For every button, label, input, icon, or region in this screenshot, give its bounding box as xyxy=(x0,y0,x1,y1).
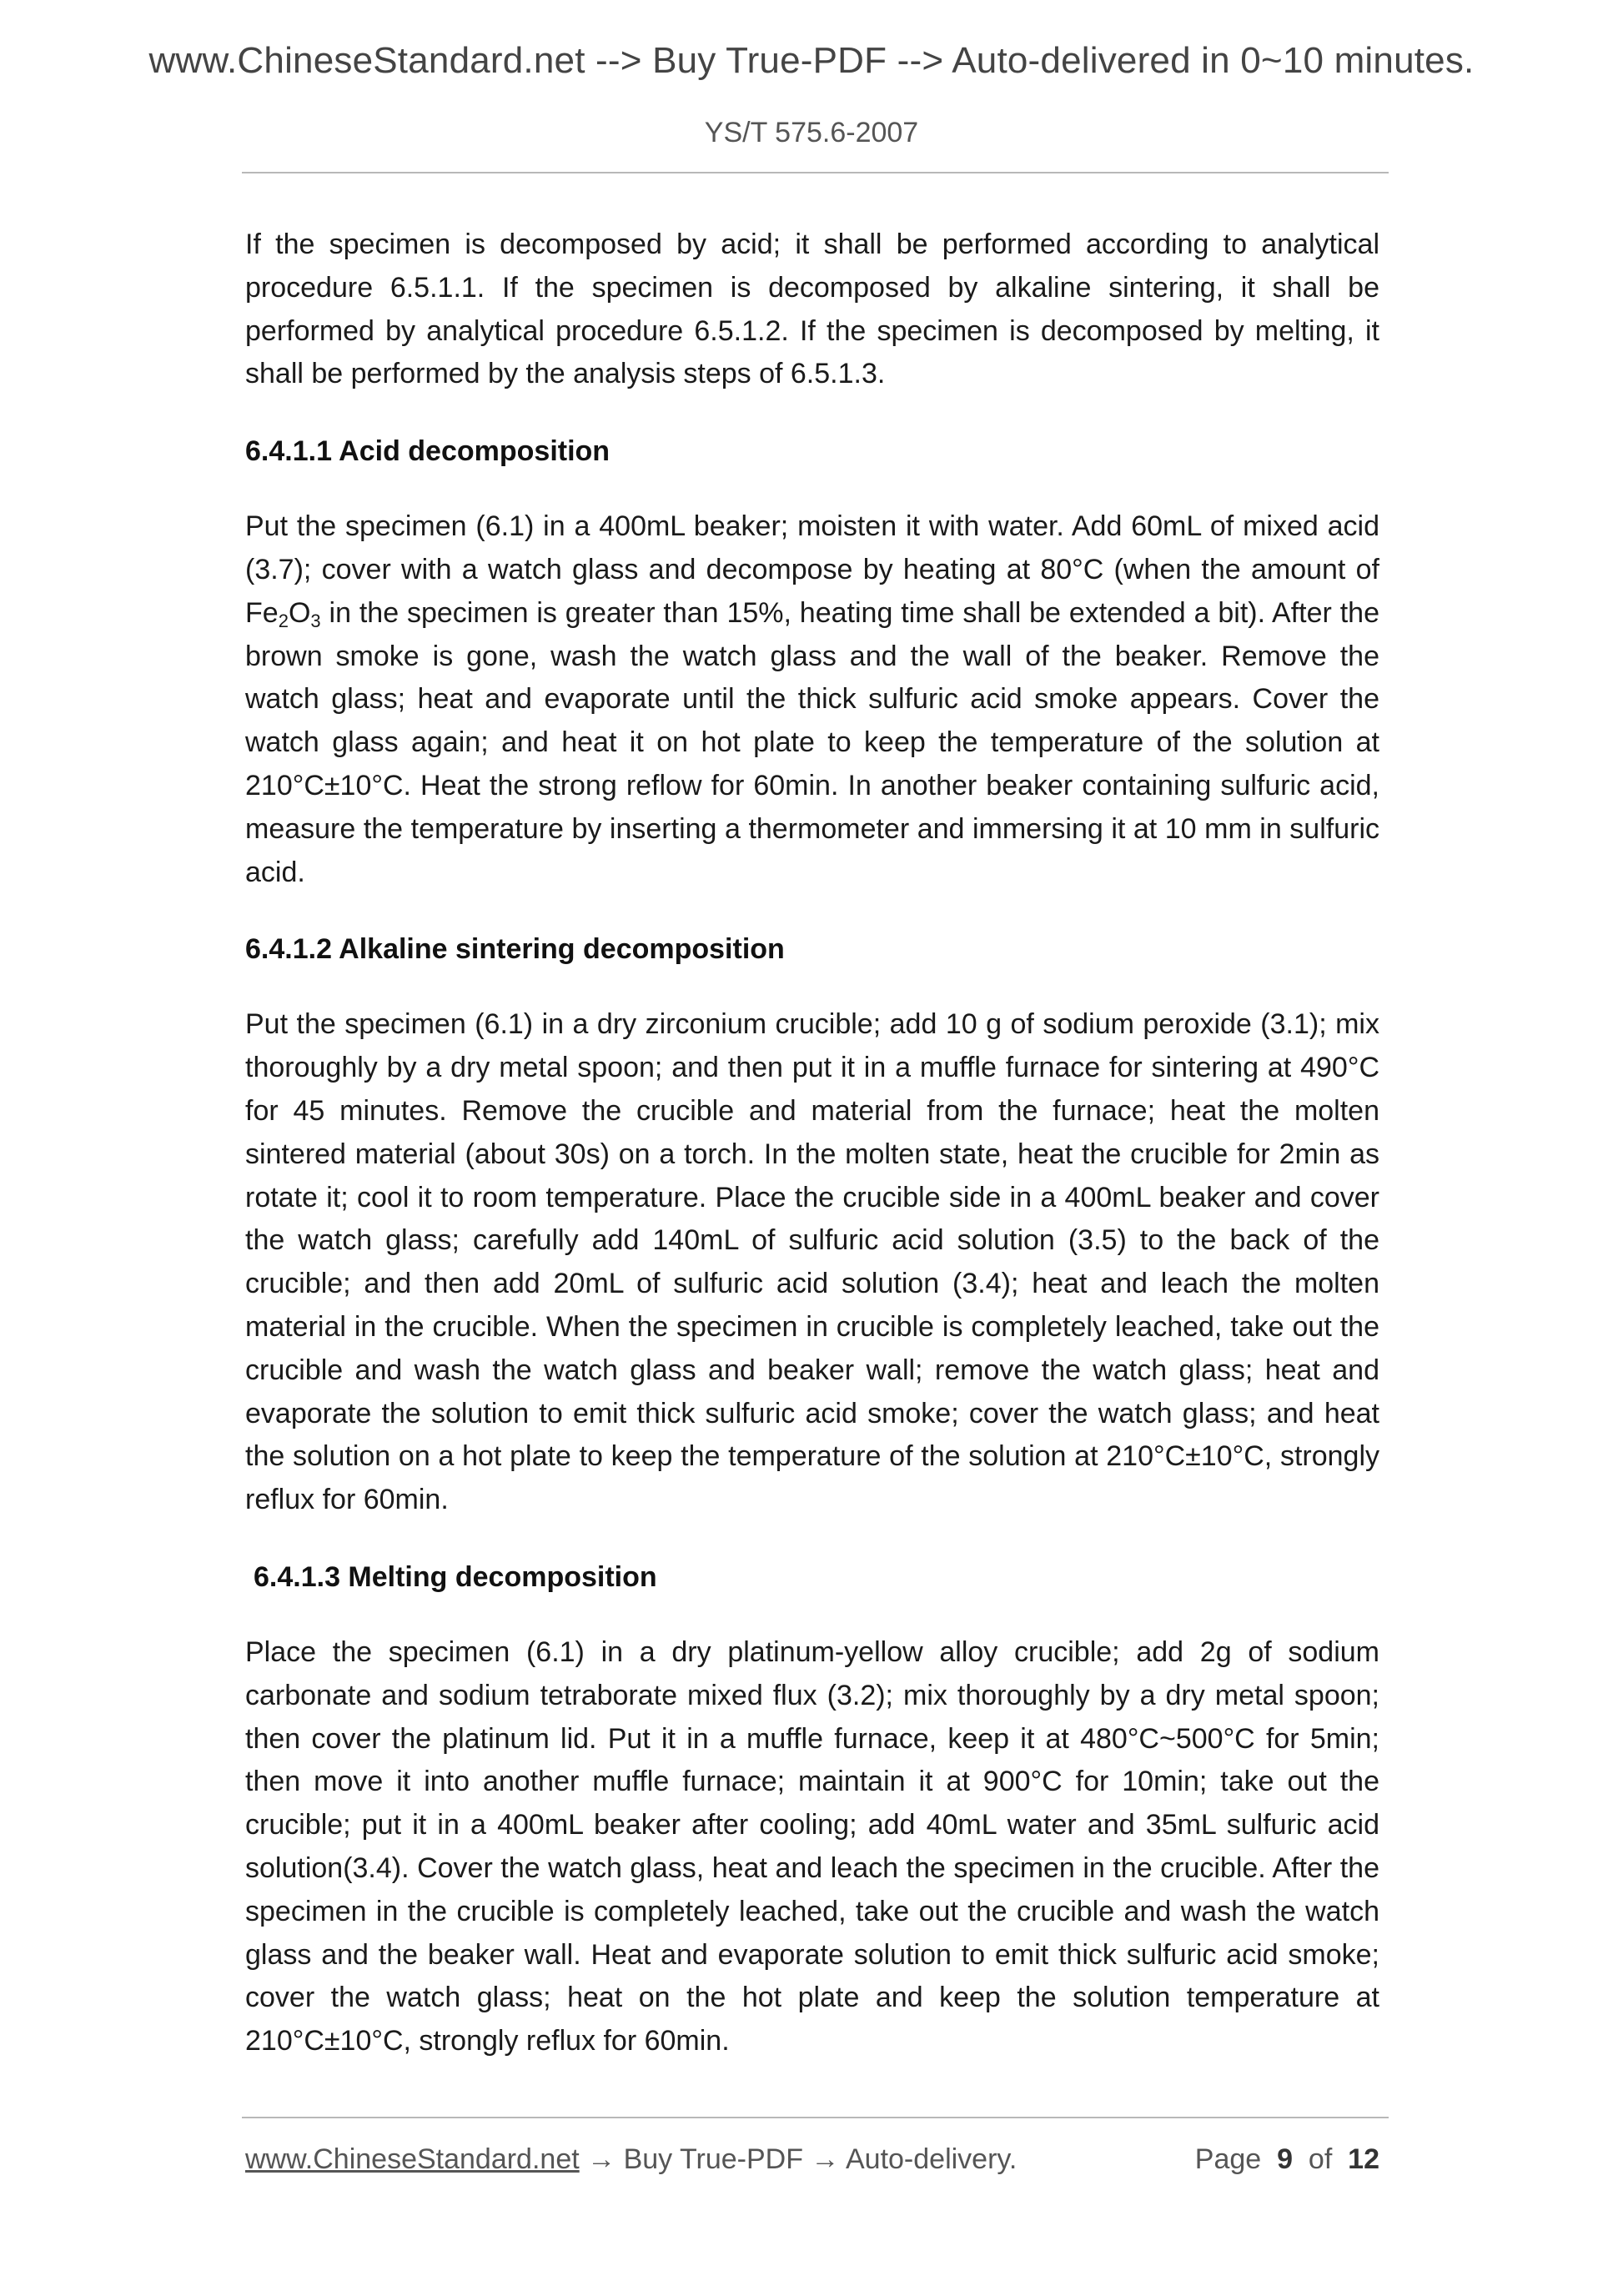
paragraph-text: in the specimen is greater than 15%, heating time shall be extended a bit). After the brown smoke is gone, wash the watch glass and the wall of the beaker. Remove the watch glass; heat and evaporate until the thick sulfuric acid smoke appears. Cover the watch glass again; and heat it on hot plate to keep the temperature of the solution at 210°C±10°C. Heat the strong reflow for 60min. In another beaker containing sulfuric acid, measure the temperature by inserting a thermometer and immersing it at 10 mm in sulfuric acid. xyxy=(245,596,1379,888)
footer-tagline: → Buy True-PDF → Auto-delivery. xyxy=(579,2143,1018,2175)
total-pages: 12 xyxy=(1348,2143,1379,2175)
section-heading-melting: 6.4.1.3 Melting decomposition xyxy=(254,1560,657,1593)
formula-subscript: 2 xyxy=(278,610,289,631)
section-heading-alkaline: 6.4.1.2 Alkaline sintering decomposition xyxy=(245,933,785,966)
footer-promo xyxy=(245,2143,1017,2176)
intro-paragraph: If the specimen is decomposed by acid; it shall be performed according to analytical procedure 6.5.1.1. If the specimen is decomposed by alkaline sintering, it shall be performed by analytical procedure 6.5.1.2. If the specimen is decomposed by melting, it shall be performed by the analysis steps of 6.5.1.3. xyxy=(245,229,1379,390)
of-word: of xyxy=(1308,2143,1333,2175)
alkaline-sintering-paragraph: Put the specimen (6.1) in a dry zirconium crucible; add 10 g of sodium peroxide (3.1); mix thoroughly by a dry metal spoon; and then put it in a muffle furnace for sintering at 490°C for 45 minutes. Remove the crucible and material from the furnace; heat the molten sintered material (about 30s) on a torch. In the molten state, heat the crucible for 2min as rotate it; cool it to room temperature. Place the crucible side in a 400mL beaker and cover the watch glass; carefully add 140mL of sulfuric acid solution (3.5) to the back of the crucible; and then add 20mL of sulfuric acid solution (3.4); heat and leach the molten material in the crucible. When the specimen in crucible is completely leached, take out the crucible and wash the watch glass and beaker wall; remove the watch glass; heat and evaporate the solution to emit thick sulfuric acid smoke; cover the watch glass; and heat the solution on a hot plate to keep the temperature of the solution at 210°C±10°C, strongly reflux for 60min. xyxy=(245,1008,1379,1516)
paragraph-text: Put the specimen (6.1) in a 400mL beaker; moisten it with water. Add 60mL of mixed acid (3.7); cover with a watch glass and decompose by heating at 80°C (when the amount of Fe xyxy=(245,510,1379,629)
acid-decomposition-paragraph xyxy=(245,505,1379,894)
top-banner: www.ChineseStandard.net --> Buy True-PDF --> Auto-delivered in 0~10 minutes. xyxy=(148,40,1475,81)
current-page: 9 xyxy=(1277,2143,1293,2175)
standard-code: YS/T 575.6-2007 xyxy=(704,117,919,148)
page-word: Page xyxy=(1194,2143,1262,2175)
melting-decomposition-paragraph: Place the specimen (6.1) in a dry platinum-yellow alloy crucible; add 2g of sodium carbonate and sodium tetraborate mixed flux (3.2); mix thoroughly by a dry metal spoon; then cover the platinum lid. Put it in a muffle furnace, keep it at 480°C~500°C for 5min; then move it into another muffle furnace; maintain it at 900°C for 10min; take out the crucible; put it in a 400mL beaker after cooling; add 40mL water and 35mL sulfuric acid solution(3.4). Cover the watch glass, heat and leach the specimen in the crucible. After the specimen in the crucible is completely leached, take out the crucible and wash the watch glass and the beaker wall. Heat and evaporate solution to emit thick sulfuric acid smoke; cover the watch glass; heat on the hot plate and keep the solution temperature at 210°C±10°C, strongly reflux for 60min. xyxy=(245,1635,1379,2057)
website-link[interactable]: www.ChineseStandard.net xyxy=(245,2143,580,2175)
section-heading-acid: 6.4.1.1 Acid decomposition xyxy=(245,435,611,468)
formula-element: O xyxy=(288,596,311,629)
formula-subscript: 3 xyxy=(310,610,321,631)
header-divider xyxy=(242,172,1389,173)
document-body xyxy=(245,224,1379,2098)
footer-divider xyxy=(242,2117,1389,2118)
page-number xyxy=(1195,2143,1379,2176)
